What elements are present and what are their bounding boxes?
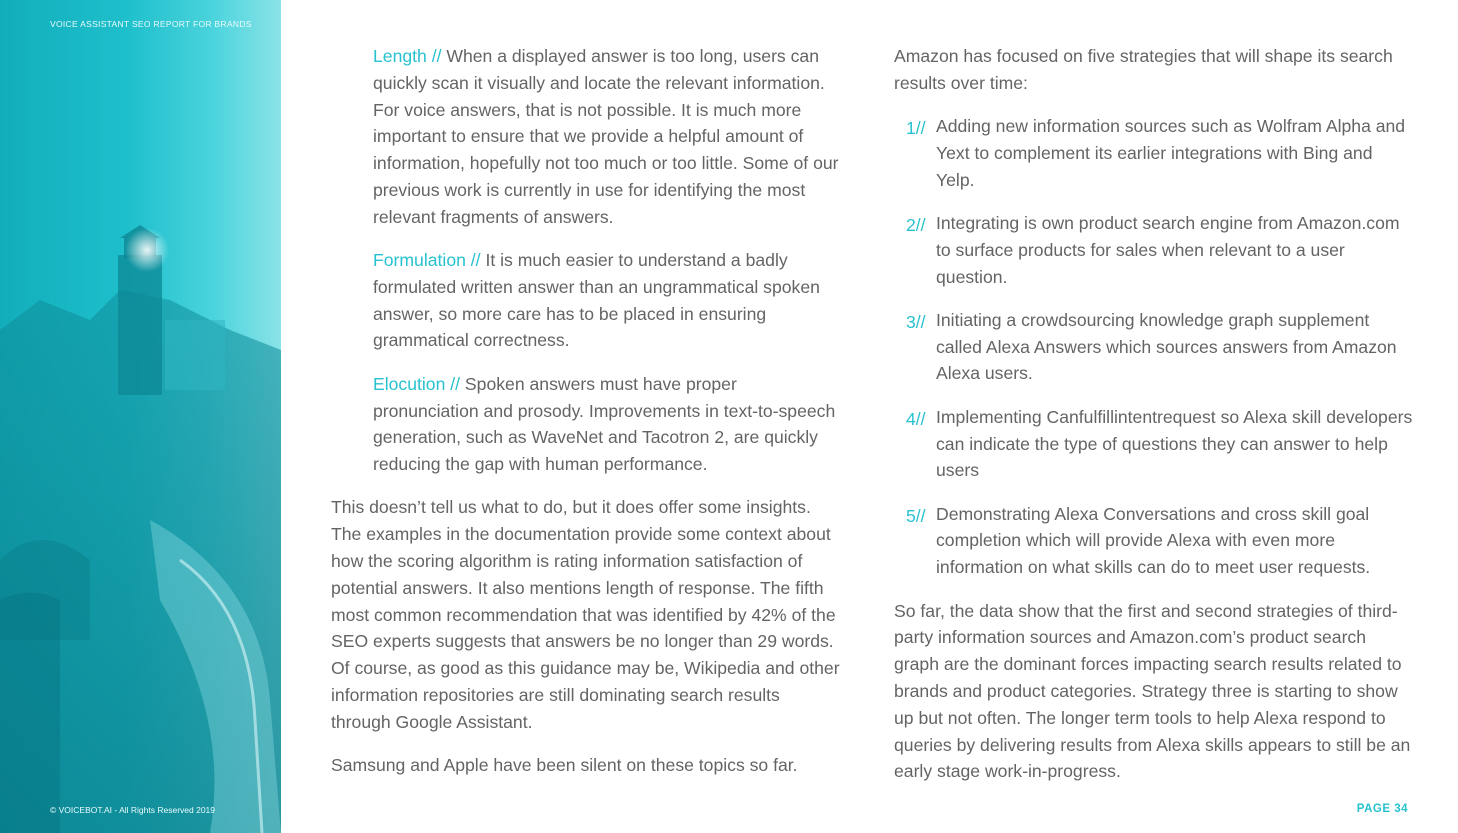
strategy-item <box>894 501 1414 581</box>
strategy-item <box>894 210 1414 290</box>
strategy-number: 4// <box>906 408 926 429</box>
strategy-item <box>894 307 1414 387</box>
criterion-label: Elocution // <box>373 373 461 394</box>
conclusion-paragraph: So far, the data show that the first and second strategies of third-party information sources and Amazon.com’s product search graph are the dominant forces impacting search results related to brands and product categories. Strategy three is starting to show up but not often. The longer term tools to help Alexa respond to queries by delivering results from Alexa skills appears to still be an early stage work-in-progress. <box>894 600 1411 782</box>
strategy-item <box>894 113 1414 193</box>
strategy-text: Demonstrating Alexa Conversations and cross skill goal completion which will provide Alexa with even more information on what skills can do to meet user requests. <box>936 503 1371 578</box>
page-number: PAGE 34 <box>1356 803 1408 815</box>
strategies-intro: Amazon has focused on five strategies that will shape its search results over time: <box>894 46 1393 93</box>
criterion-label: Length // <box>373 46 442 66</box>
strategy-item <box>894 404 1414 484</box>
criterion-label: Formulation // <box>373 250 481 271</box>
lighthouse-illustration <box>0 0 281 833</box>
report-title: VOICE ASSISTANT SEO REPORT FOR BRANDS <box>50 19 252 29</box>
body-paragraph: This doesn’t tell us what to do, but it does offer some insights. The examples in the documentation provide some context about how the scoring algorithm is rating information satisfaction of potential answers. It also mentions length of response. The fifth most common recommendation that was identified by 42% of the SEO experts suggests that answers be no longer than 29 words. Of course, as good as this guidance may be, Wikipedia and other information repositories are still dominating search results through Google Assistant. <box>331 497 840 732</box>
criterion-text: Spoken answers must have proper pronunciation and prosody. Improvements in text-to-speech generation, such as WaveNet and Tacotron 2, are quickly reducing the gap with human performance. <box>373 373 836 475</box>
strategy-text: Integrating is own product search engine from Amazon.com to surface products for sales when relevant to a user question. <box>936 212 1400 287</box>
strategy-number: 1// <box>906 118 926 139</box>
criterion-length <box>331 43 843 231</box>
strategy-text: Implementing Canfulfillintentrequest so Alexa skill developers can indicate the type of questions they can answer to help users <box>936 406 1413 481</box>
strategy-number: 2// <box>906 214 926 235</box>
sidebar-cover-image <box>0 0 281 833</box>
body-paragraph: Samsung and Apple have been silent on these topics so far. <box>331 755 798 776</box>
criterion-text: It is much easier to understand a badly formulated written answer than an ungrammatical spoken answer, so more care has to be placed in ensuring grammatical correctness. <box>373 250 820 351</box>
copyright-notice: © VOICEBOT.AI - All Rights Reserved 2019 <box>50 805 215 815</box>
criterion-formulation <box>331 247 843 354</box>
right-column <box>894 43 1414 802</box>
strategy-text: Initiating a crowdsourcing knowledge graph supplement called Alexa Answers which sources answers from Amazon Alexa users. <box>936 309 1397 384</box>
left-column <box>331 43 843 795</box>
strategy-text: Adding new information sources such as Wolfram Alpha and Yext to complement its earlier integrations with Bing and Yelp. <box>936 116 1406 190</box>
criterion-text: When a displayed answer is too long, users can quickly scan it visually and locate the relevant information. For voice answers, that is not possible. It is much more important to ensure that we provide a helpful amount of information, hopefully not too much or too little. Some of our previous work is currently in use for identifying the most relevant fragments of answers. <box>373 46 839 227</box>
strategy-number: 3// <box>906 311 926 332</box>
strategy-number: 5// <box>906 505 926 526</box>
criterion-elocution <box>331 371 843 478</box>
